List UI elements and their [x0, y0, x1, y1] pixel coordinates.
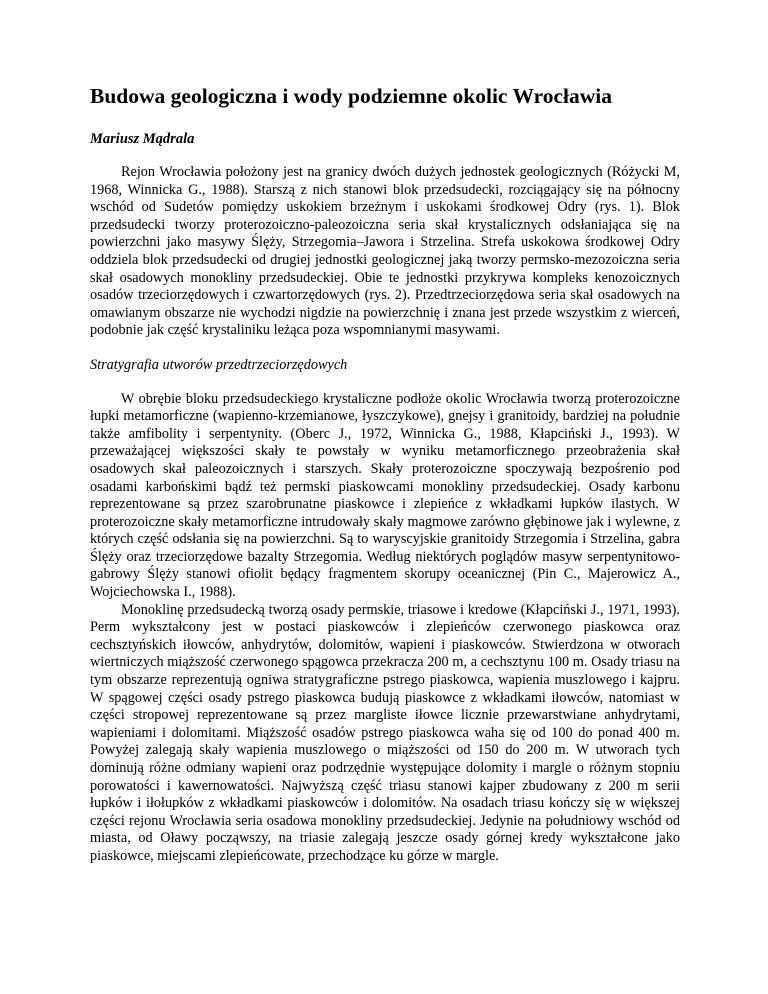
section-heading: Stratygrafia utworów przedtrzeciorzędowych — [90, 356, 348, 373]
document-title: Budowa geologiczna i wody podziemne okolic Wrocławia — [90, 84, 612, 108]
body-paragraph: W obrębie bloku przedsudeckiego krystaliczne podłoże okolic Wrocławia tworzą proterozoiczne łupki metamorficzne (wapienno-krzemianowe, łyszczykowe), gnejsy i granitoidy, bardziej na południe także amfibolity i serpentynity. (Oberc J., 1972, Winnicka G., 1988, Kłapciński J., 1993). W przeważającej większości skały te powstały w wyniku metamorficznego przeobrażenia skał osadowych skał paleozoicznych i starszych. Skały proterozoiczne spoczywają bezpośrenio pod osadami karbońskimi bądź też permski piaskowcami monokliny przedsudeckiej. Osady karbonu reprezentowane są przez szarobrunatne piaskowce i zlepieńce z wkładkami łupków ilastych. W proterozoiczne skały metamorficzne intrudowały skały magmowe zarówno głębinowe jak i wylewne, z których część odsłania się na powierzchni. Są to waryscyjskie granitoidy Strzegomia i Strzelina, gabra Ślęży oraz trzeciorzędowe bazalty Strzegomia. Według niektórych poglądów masyw serpentynitowo-gabrowy Ślęży stanowi ofiolit będący fragmentem skorupy oceanicznej (Pin C., Majerowicz A., Wojciechowska I., 1988). — [90, 390, 680, 601]
intro-paragraph: Rejon Wrocławia położony jest na granicy dwóch dużych jednostek geologicznych (Różycki M, 1968, Winnicka G., 1988). Starszą z nich stanowi blok przedsudecki, rozciągający się na północny wschód od Sudetów pomiędzy uskokiem brzeżnym i uskokami środkowej Odry (rys. 1). Blok przedsudecki tworzy proterozoiczno-paleozoiczna seria skał krystalicznych odsłaniająca się na powierzchni jako masywy Ślęży, Strzegomia–Jawora i Strzelina. Strefa uskokowa środkowej Odry oddziela blok przedsudecki od drugiej jednostki geologicznej jaką tworzy permsko-mezozoiczna seria skał osadowych monokliny przedsudeckiej. Obie te jednostki przykrywa kompleks kenozoicznych osadów trzeciorzędowych i czwartorzędowych (rys. 2). Przedtrzeciorzędowa seria skał osadowych na omawianym obszarze nie wychodzi nigdzie na powierzchnię i znana jest przede wszystkim z wierceń, podobnie jak część krystaliniku leżąca poza wspomnianymi masywami. — [90, 164, 680, 339]
document-page — [90, 82, 680, 866]
author-name: Mariusz Mądrala — [90, 131, 195, 147]
body-paragraph: Monoklinę przedsudecką tworzą osady permskie, triasowe i kredowe (Kłapciński J., 1971, 1993). Perm wykształcony jest w postaci piaskowców i zlepieńców czerwonego piaskowca oraz cechsztyńskich iłowców, anhydrytów, dolomitów, wapieni i piaskowców. Stwierdzona w otworach wiertniczych miąższość czerwonego spągowca przekracza 200 m, a cechsztynu 100 m. Osady triasu na tym obszarze reprezentują ogniwa stratygraficzne pstrego piaskowca, wapienia muszlowego i kajpru. W spągowej części osady pstrego piaskowca budują piaskowce z wkładkami iłowców, natomiast w części stropowej reprezentowane są przez margliste iłowce licznie przewarstwiane anhydrytami, wapieniami i dolomitami. Miąższość osadów pstrego piaskowca waha się od 100 do ponad 400 m. Powyżej zalegają skały wapienia muszlowego o miąższości od 150 do 200 m. W utworach tych dominują różne odmiany wapieni oraz podrzędnie występujące dolomity i margle o różnym stopniu porowatości i kawernowatości. Najwyższą część triasu stanowi kajper zbudowany z 200 m serii łupków i iłołupków z wkładkami piaskowców i dolomitów. Na osadach triasu kończy się w większej części rejonu Wrocławia seria osadowa monokliny przedsudeckiej. Jedynie na południowy wschód od miasta, od Oławy począwszy, na triasie zalegają jeszcze osady górnej kredy wykształcone jako piaskowce, miejscami zlepieńcowate, przechodzące ku górze w margle. — [90, 601, 680, 864]
